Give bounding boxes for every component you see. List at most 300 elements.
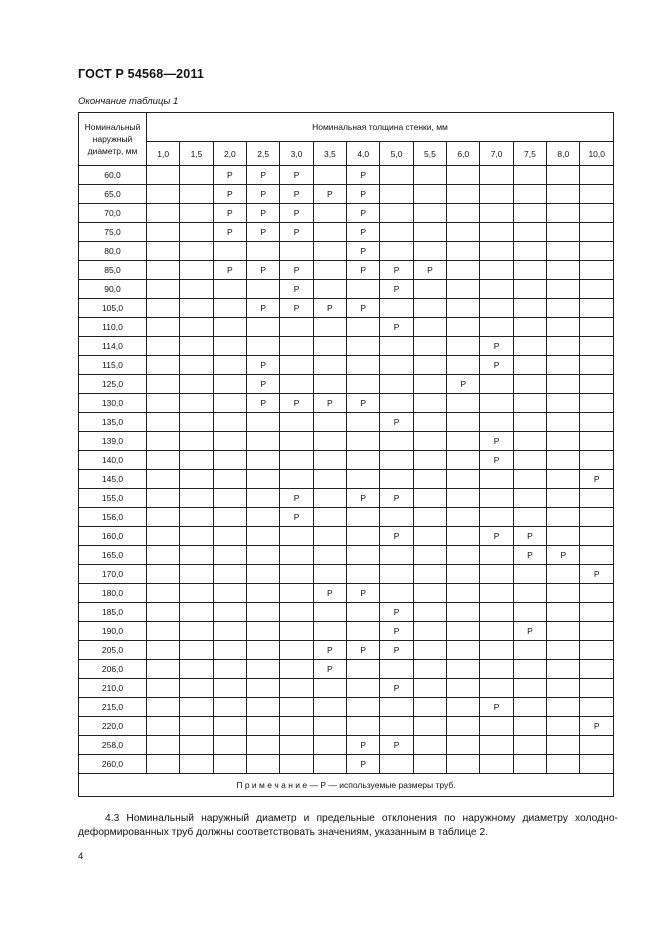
size-cell — [547, 641, 580, 660]
size-cell — [147, 356, 180, 375]
size-cell — [313, 755, 346, 774]
table-row — [79, 584, 614, 603]
thickness-header-cell: 8,0 — [547, 142, 580, 166]
table-row — [79, 280, 614, 299]
size-cell — [547, 755, 580, 774]
size-cell — [480, 185, 513, 204]
size-cell — [247, 318, 280, 337]
table-row — [79, 337, 614, 356]
size-cell — [480, 508, 513, 527]
table-row — [79, 603, 614, 622]
size-cell — [147, 584, 180, 603]
size-cell: Р — [213, 261, 246, 280]
diameter-cell: 210,0 — [79, 679, 147, 698]
size-cell — [380, 584, 413, 603]
size-cell: Р — [347, 736, 380, 755]
size-cell — [180, 565, 213, 584]
paragraph-4-3: 4.3 Номинальный наружный диаметр и предельные отклонения по наружному диаметру холодно-деформированных труб должны соответствовать значениям, указанным в таблице 2. — [78, 813, 618, 838]
diameter-cell: 130,0 — [79, 394, 147, 413]
size-cell — [280, 660, 313, 679]
size-cell — [380, 223, 413, 242]
size-cell — [513, 641, 546, 660]
size-cell — [413, 660, 446, 679]
size-cell — [480, 584, 513, 603]
size-cell — [580, 451, 614, 470]
thickness-header-row — [79, 142, 614, 166]
size-cell — [413, 584, 446, 603]
diameter-cell: 165,0 — [79, 546, 147, 565]
size-cell — [580, 432, 614, 451]
size-cell — [280, 413, 313, 432]
size-cell — [347, 470, 380, 489]
size-cell — [313, 698, 346, 717]
size-cell: Р — [313, 660, 346, 679]
size-cell — [347, 432, 380, 451]
size-cell — [513, 660, 546, 679]
size-cell — [147, 755, 180, 774]
size-cell — [580, 584, 614, 603]
size-cell — [513, 717, 546, 736]
size-cell — [447, 280, 480, 299]
size-cell — [480, 318, 513, 337]
size-cell — [313, 622, 346, 641]
size-cell — [447, 451, 480, 470]
size-cell — [447, 641, 480, 660]
size-cell — [213, 755, 246, 774]
size-cell — [147, 299, 180, 318]
size-cell — [580, 508, 614, 527]
size-cell — [547, 584, 580, 603]
size-cell — [547, 489, 580, 508]
size-cell — [247, 413, 280, 432]
size-cell — [380, 698, 413, 717]
size-cell — [580, 204, 614, 223]
size-cell — [180, 546, 213, 565]
size-cell — [180, 698, 213, 717]
size-cell — [413, 641, 446, 660]
diameter-cell: 110,0 — [79, 318, 147, 337]
size-cell — [547, 166, 580, 185]
size-cell — [547, 223, 580, 242]
size-cell — [480, 660, 513, 679]
size-cell: Р — [313, 584, 346, 603]
size-cell — [513, 413, 546, 432]
size-cell — [313, 356, 346, 375]
size-cell: Р — [280, 223, 313, 242]
size-cell: Р — [247, 299, 280, 318]
table-row — [79, 736, 614, 755]
size-cell — [313, 717, 346, 736]
table-row — [79, 356, 614, 375]
size-cell — [313, 470, 346, 489]
size-cell: Р — [213, 204, 246, 223]
size-cell — [247, 641, 280, 660]
size-cell — [147, 204, 180, 223]
thickness-header-cell: 1,0 — [147, 142, 180, 166]
size-cell — [213, 356, 246, 375]
size-cell — [247, 622, 280, 641]
size-cell: Р — [280, 394, 313, 413]
size-cell — [480, 413, 513, 432]
diameter-cell: 215,0 — [79, 698, 147, 717]
thickness-header-cell: 1,5 — [180, 142, 213, 166]
size-cell: Р — [247, 185, 280, 204]
size-cell — [447, 223, 480, 242]
diameter-cell: 155,0 — [79, 489, 147, 508]
thickness-header-cell: 5,5 — [413, 142, 446, 166]
size-cell: Р — [347, 641, 380, 660]
size-cell — [180, 755, 213, 774]
size-cell — [580, 242, 614, 261]
size-cell — [313, 736, 346, 755]
size-cell — [213, 432, 246, 451]
size-cell — [180, 527, 213, 546]
size-cell — [213, 299, 246, 318]
table-row — [79, 489, 614, 508]
size-cell — [280, 622, 313, 641]
size-cell — [447, 489, 480, 508]
table-row — [79, 508, 614, 527]
size-cell — [213, 413, 246, 432]
size-cell — [313, 261, 346, 280]
size-cell — [513, 242, 546, 261]
size-cell — [247, 736, 280, 755]
size-cell: Р — [313, 641, 346, 660]
size-cell — [147, 413, 180, 432]
size-cell — [513, 698, 546, 717]
table-row — [79, 527, 614, 546]
size-cell — [247, 280, 280, 299]
size-cell — [313, 413, 346, 432]
table-row — [79, 717, 614, 736]
size-cell — [413, 337, 446, 356]
table-note: П р и м е ч а н и е — Р — используемые размеры труб. — [79, 774, 614, 797]
size-cell — [413, 432, 446, 451]
size-cell — [447, 584, 480, 603]
size-cell — [313, 432, 346, 451]
standard-header: ГОСТ Р 54568—2011 — [78, 67, 205, 81]
size-cell — [547, 432, 580, 451]
size-cell — [347, 660, 380, 679]
size-cell — [180, 603, 213, 622]
size-cell — [447, 394, 480, 413]
diameter-column-header: Номинальный наружный диаметр, мм — [79, 113, 147, 166]
size-cell — [580, 698, 614, 717]
size-cell — [313, 318, 346, 337]
size-cell — [180, 204, 213, 223]
size-cell — [580, 603, 614, 622]
size-cell: Р — [513, 622, 546, 641]
size-cell — [580, 337, 614, 356]
size-cell — [180, 717, 213, 736]
size-cell: Р — [313, 394, 346, 413]
size-cell — [513, 280, 546, 299]
size-cell — [313, 546, 346, 565]
size-cell — [480, 223, 513, 242]
size-cell: Р — [380, 489, 413, 508]
size-cell: Р — [247, 204, 280, 223]
diameter-cell: 115,0 — [79, 356, 147, 375]
table-row — [79, 432, 614, 451]
size-cell — [280, 603, 313, 622]
size-cell — [547, 185, 580, 204]
size-cell — [447, 337, 480, 356]
size-cell — [380, 451, 413, 470]
size-cell — [413, 603, 446, 622]
size-cell — [213, 584, 246, 603]
size-cell — [480, 394, 513, 413]
size-cell — [547, 375, 580, 394]
size-cell — [513, 299, 546, 318]
size-cell — [513, 508, 546, 527]
size-cell — [447, 717, 480, 736]
size-cell — [280, 356, 313, 375]
size-cell — [413, 318, 446, 337]
size-cell — [280, 717, 313, 736]
size-cell — [547, 242, 580, 261]
size-cell — [347, 565, 380, 584]
size-cell — [413, 280, 446, 299]
size-cell — [147, 717, 180, 736]
diameter-cell: 135,0 — [79, 413, 147, 432]
size-cell — [247, 679, 280, 698]
size-cell — [147, 394, 180, 413]
page-number: 4 — [78, 851, 84, 862]
size-cell — [380, 394, 413, 413]
size-cell — [147, 660, 180, 679]
size-cell: Р — [247, 394, 280, 413]
diameter-cell: 258,0 — [79, 736, 147, 755]
size-cell: Р — [280, 280, 313, 299]
table-caption: Окончание таблицы 1 — [78, 96, 179, 107]
diameter-cell: 260,0 — [79, 755, 147, 774]
size-cell: Р — [247, 223, 280, 242]
size-cell — [480, 679, 513, 698]
thickness-header-cell: 10,0 — [580, 142, 614, 166]
size-cell — [247, 451, 280, 470]
table-row — [79, 318, 614, 337]
size-cell — [513, 261, 546, 280]
size-cell: Р — [280, 204, 313, 223]
size-cell — [147, 508, 180, 527]
size-cell — [547, 394, 580, 413]
size-cell — [313, 451, 346, 470]
size-cell — [547, 280, 580, 299]
size-cell — [580, 622, 614, 641]
size-cell — [180, 451, 213, 470]
size-cell — [180, 242, 213, 261]
size-cell: Р — [347, 185, 380, 204]
size-cell — [280, 337, 313, 356]
size-cell — [180, 185, 213, 204]
size-cell — [313, 242, 346, 261]
size-cell — [180, 470, 213, 489]
size-cell — [447, 413, 480, 432]
thickness-group-header: Номинальная толщина стенки, мм — [147, 113, 614, 142]
size-cell: Р — [213, 223, 246, 242]
size-cell — [547, 660, 580, 679]
size-cell — [447, 185, 480, 204]
size-cell — [380, 166, 413, 185]
diameter-cell: 160,0 — [79, 527, 147, 546]
size-cell — [313, 508, 346, 527]
size-cell — [413, 242, 446, 261]
size-cell — [180, 622, 213, 641]
size-cell — [380, 660, 413, 679]
size-cell: Р — [547, 546, 580, 565]
size-cell — [380, 432, 413, 451]
size-cell — [480, 622, 513, 641]
table-row — [79, 375, 614, 394]
size-cell — [180, 223, 213, 242]
size-cell — [247, 660, 280, 679]
size-cell — [147, 432, 180, 451]
size-cell — [547, 565, 580, 584]
size-cell — [347, 356, 380, 375]
size-cell: Р — [280, 261, 313, 280]
diameter-cell: 156,0 — [79, 508, 147, 527]
size-cell — [247, 337, 280, 356]
diameter-cell: 105,0 — [79, 299, 147, 318]
size-cell — [480, 603, 513, 622]
size-cell — [247, 546, 280, 565]
size-cell — [180, 584, 213, 603]
size-cell — [513, 318, 546, 337]
size-cell — [513, 489, 546, 508]
table-row — [79, 641, 614, 660]
diameter-cell: 125,0 — [79, 375, 147, 394]
size-cell — [580, 185, 614, 204]
diameter-cell: 65,0 — [79, 185, 147, 204]
size-cell — [413, 299, 446, 318]
size-cell — [447, 660, 480, 679]
size-cell — [147, 318, 180, 337]
size-cell: Р — [280, 299, 313, 318]
size-cell: Р — [380, 641, 413, 660]
size-cell — [180, 394, 213, 413]
size-cell — [513, 375, 546, 394]
size-cell — [447, 432, 480, 451]
table-row — [79, 413, 614, 432]
table-row — [79, 185, 614, 204]
size-cell: Р — [347, 204, 380, 223]
size-cell — [580, 394, 614, 413]
size-cell — [347, 717, 380, 736]
size-cell — [313, 223, 346, 242]
size-cell — [447, 546, 480, 565]
size-cell — [513, 356, 546, 375]
size-cell — [480, 299, 513, 318]
size-cell — [280, 375, 313, 394]
size-cell: Р — [347, 166, 380, 185]
table-row — [79, 394, 614, 413]
size-cell — [413, 223, 446, 242]
size-cell — [513, 185, 546, 204]
size-cell — [580, 755, 614, 774]
size-cell — [180, 660, 213, 679]
size-cell — [547, 318, 580, 337]
size-cell — [480, 565, 513, 584]
size-cell — [180, 413, 213, 432]
thickness-header-cell: 3,0 — [280, 142, 313, 166]
size-cell — [213, 660, 246, 679]
table-row — [79, 546, 614, 565]
diameter-cell: 170,0 — [79, 565, 147, 584]
size-cell: Р — [380, 679, 413, 698]
size-cell — [380, 299, 413, 318]
size-cell — [247, 584, 280, 603]
size-cell — [480, 641, 513, 660]
size-cell: Р — [347, 261, 380, 280]
size-cell — [280, 242, 313, 261]
size-cell — [247, 755, 280, 774]
size-cell — [347, 546, 380, 565]
size-cell — [447, 698, 480, 717]
size-cell — [280, 432, 313, 451]
diameter-cell: 85,0 — [79, 261, 147, 280]
size-cell — [147, 622, 180, 641]
size-cell — [580, 318, 614, 337]
thickness-header-cell: 5,0 — [380, 142, 413, 166]
thickness-header-cell: 7,0 — [480, 142, 513, 166]
size-cell — [147, 242, 180, 261]
size-cell — [247, 508, 280, 527]
size-cell — [147, 261, 180, 280]
size-cell: Р — [247, 356, 280, 375]
size-cell — [180, 299, 213, 318]
size-cell — [547, 679, 580, 698]
size-cell — [413, 413, 446, 432]
size-cell — [413, 546, 446, 565]
size-cell: Р — [347, 489, 380, 508]
size-cell — [580, 679, 614, 698]
size-cell: Р — [380, 280, 413, 299]
size-cell — [480, 755, 513, 774]
size-cell — [447, 755, 480, 774]
size-cell — [313, 527, 346, 546]
size-cell: Р — [580, 565, 614, 584]
size-cell — [447, 622, 480, 641]
size-cell — [313, 166, 346, 185]
size-cell: Р — [480, 432, 513, 451]
size-cell — [213, 679, 246, 698]
diameter-cell: 80,0 — [79, 242, 147, 261]
size-cell — [413, 717, 446, 736]
size-cell — [513, 755, 546, 774]
size-cell — [213, 280, 246, 299]
size-cell — [447, 261, 480, 280]
size-cell — [513, 337, 546, 356]
size-cell: Р — [247, 261, 280, 280]
size-cell — [480, 242, 513, 261]
size-cell — [413, 185, 446, 204]
size-cell — [213, 546, 246, 565]
size-cell — [380, 755, 413, 774]
size-cell: Р — [380, 261, 413, 280]
table-row — [79, 299, 614, 318]
size-cell — [580, 736, 614, 755]
size-cell — [380, 508, 413, 527]
size-cell — [147, 489, 180, 508]
diameter-cell: 90,0 — [79, 280, 147, 299]
size-cell — [413, 508, 446, 527]
size-cell — [580, 356, 614, 375]
size-cell — [447, 166, 480, 185]
size-cell — [313, 679, 346, 698]
size-cell — [447, 508, 480, 527]
size-cell: Р — [480, 451, 513, 470]
size-cell: Р — [347, 223, 380, 242]
